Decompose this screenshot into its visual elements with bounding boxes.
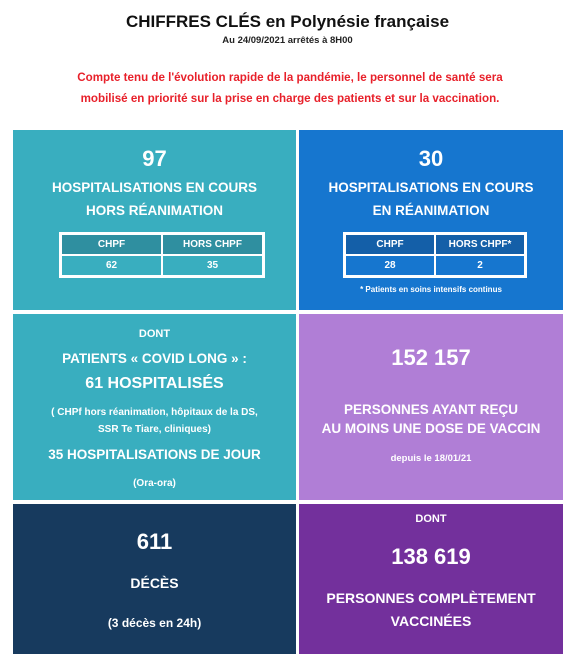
col-chpf-header: CHPF xyxy=(61,234,162,255)
intensive-care-footnote: * Patients en soins intensifs continus xyxy=(360,285,502,294)
covid-long-detail-line-1: ( CHPf hors réanimation, hôpitaux de la DS, xyxy=(51,407,258,418)
hors-chpf-value: 35 xyxy=(162,255,263,276)
covid-long-heading: PATIENTS « COVID LONG » : xyxy=(62,351,247,366)
hosp-non-rea-value: 97 xyxy=(142,146,167,171)
hosp-rea-label-line-1: HOSPITALISATIONS EN COURS xyxy=(328,180,534,195)
hosp-non-rea-label xyxy=(13,176,296,222)
warning-line-2: mobilisé en priorité sur la prise en charge des patients et sur la vaccination. xyxy=(80,92,500,105)
deaths-label: DÉCÈS xyxy=(130,575,179,591)
fully-vaccinated-value: 138 619 xyxy=(391,544,471,569)
fully-vaccinated-label-line-2: VACCINÉES xyxy=(390,613,472,629)
tile-one-dose xyxy=(299,314,563,500)
table-header-row xyxy=(61,234,263,255)
table-header-row xyxy=(345,234,525,255)
col-chpf-header: CHPF xyxy=(345,234,435,255)
hosp-rea-label xyxy=(299,176,563,222)
report-date: Au 24/09/2021 arrêtés à 8H00 xyxy=(222,35,353,46)
one-dose-label-line-1: PERSONNES AYANT REÇU xyxy=(343,402,519,417)
hosp-non-rea-label-line-1: HOSPITALISATIONS EN COURS xyxy=(51,180,257,195)
tile-covid-long xyxy=(13,314,296,500)
deaths-value: 611 xyxy=(136,529,173,554)
covid-long-day-hospitalisations: 35 HOSPITALISATIONS DE JOUR xyxy=(48,447,261,462)
hosp-rea-breakdown-table xyxy=(343,232,527,278)
tile-hospitalisations-rea xyxy=(299,130,563,310)
table-row xyxy=(61,255,263,276)
hosp-non-rea-label-line-2: HORS RÉANIMATION xyxy=(86,203,223,218)
col-hors-chpf-header: HORS CHPF* xyxy=(435,234,525,255)
chpf-value: 28 xyxy=(345,255,435,276)
fully-vaccinated-label xyxy=(299,587,563,633)
tile-fully-vaccinated xyxy=(299,504,563,654)
hors-chpf-value: 2 xyxy=(435,255,525,276)
covid-long-hospitalised: 61 HOSPITALISÉS xyxy=(85,375,224,392)
chpf-value: 62 xyxy=(61,255,162,276)
warning-message xyxy=(20,67,560,109)
col-hors-chpf-header: HORS CHPF xyxy=(162,234,263,255)
hosp-rea-label-line-2: EN RÉANIMATION xyxy=(372,203,490,218)
hosp-non-rea-breakdown-table xyxy=(59,232,265,278)
tile-deaths xyxy=(13,504,296,654)
fully-vaccinated-dont: DONT xyxy=(415,513,447,525)
fully-vaccinated-label-line-1: PERSONNES COMPLÈTEMENT xyxy=(326,590,536,606)
deaths-note: (3 décès en 24h) xyxy=(107,616,202,630)
covid-long-detail-line-2: SSR Te Tiare, cliniques) xyxy=(98,424,211,435)
one-dose-value: 152 157 xyxy=(391,345,471,370)
one-dose-label-line-2: AU MOINS UNE DOSE DE VACCIN xyxy=(321,421,541,436)
one-dose-since: depuis le 18/01/21 xyxy=(390,453,472,464)
page-title: CHIFFRES CLÉS en Polynésie française xyxy=(125,12,450,31)
covid-long-dont: DONT xyxy=(138,328,171,340)
table-row xyxy=(345,255,525,276)
tile-hospitalisations-non-rea xyxy=(13,130,296,310)
covid-long-detail xyxy=(13,404,296,438)
one-dose-label xyxy=(299,400,563,438)
warning-line-1: Compte tenu de l'évolution rapide de la pandémie, le personnel de santé sera xyxy=(77,71,503,84)
hosp-rea-value: 30 xyxy=(418,146,444,171)
covid-long-note: (Ora-ora) xyxy=(133,478,176,489)
